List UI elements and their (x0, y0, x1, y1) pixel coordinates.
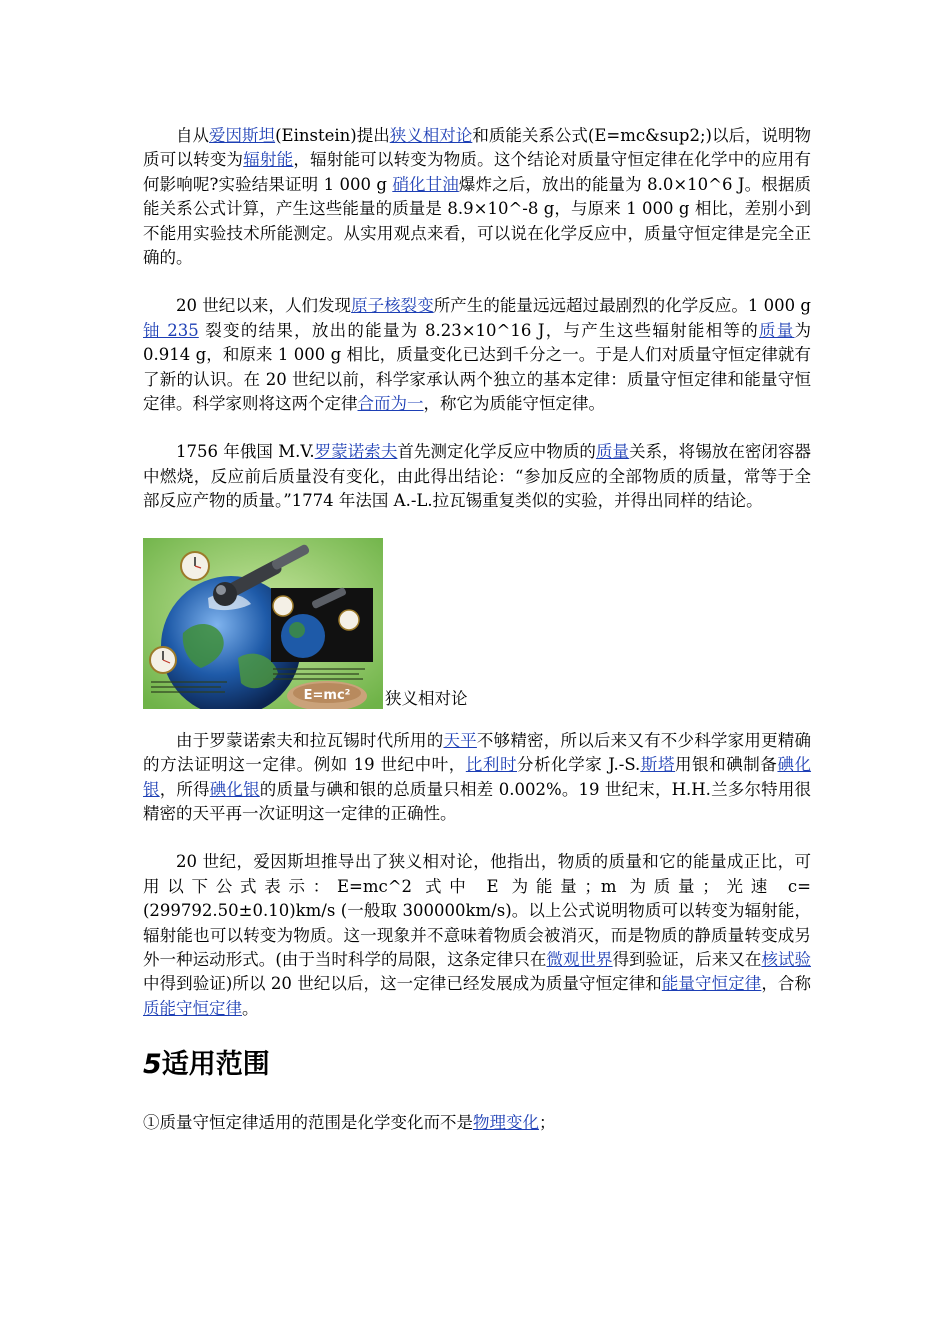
text: 关系，将锡放在密闭容器中燃烧，反应前后质量没有变化，由此得出结论：“参加反应的全部物质的质量，常等于全部反应产物的质量。”1774 年法国 A.-L.拉瓦锡重复类似的实验，并得出同样的结论。 (143, 442, 812, 511)
link-energy-conservation[interactable]: 能量守恒定律 (661, 974, 762, 994)
document-page (143, 124, 811, 1135)
text: 的质量与碘和银的总质量只相差 0.002%。19 世纪末，H.H.兰多尔特用很精密的天平再一次证明这一定律的正确性。 (143, 779, 812, 823)
link-belgium[interactable]: 比利时 (465, 755, 518, 775)
link-uranium-235[interactable]: 铀 235 (143, 320, 199, 340)
link-einstein[interactable]: 爱因斯坦 (209, 126, 276, 145)
link-balance[interactable]: 天平 (443, 730, 477, 750)
figure-row (143, 538, 811, 709)
link-mass-energy-conservation[interactable]: 质能守恒定律 (143, 998, 242, 1018)
paragraph-lavoisier-balance (143, 729, 811, 827)
section-heading (143, 1045, 811, 1085)
text: 所产生的能量远远超过最剧烈的化学反应。1 000 g (433, 296, 811, 316)
link-silver-iodide-2[interactable]: 碘化银 (209, 779, 260, 799)
link-silver-iodide-1[interactable]: 碘化银 (143, 755, 812, 799)
text: ，合称 (761, 974, 811, 994)
text: 。 (242, 998, 259, 1018)
relativity-illustration (143, 538, 383, 709)
text: (Einstein)提出 (275, 126, 390, 145)
text: 自从 (176, 126, 210, 145)
link-stas[interactable]: 斯塔 (640, 755, 676, 775)
text: 爆炸之后，放出的能量为 8.0×10^6 J。根据质能关系公式计算，产生这些能量的质量是 8.9×10^-8 g，与原来 1 000 g 相比，差别小到不能用实验技术所能测定。从实用观点来看，可以说在化学反应中，质量守恒定律是完全正确的。 (143, 174, 811, 268)
text: ，称它为质能守恒定律。 (423, 394, 605, 414)
link-special-relativity[interactable]: 狭义相对论 (389, 126, 473, 145)
link-mass[interactable]: 质量 (758, 320, 795, 340)
text: 为 0.914 g，和原来 1 000 g 相比，质量变化已达到千分之一。于是人们对质量守恒定律就有了新的认识。在 20 世纪以前，科学家承认两个独立的基本定律：质量守恒定律和能量守恒定律。科学家则将这两个定律 (143, 320, 812, 414)
link-nuclear-test[interactable]: 核试验 (761, 949, 812, 969)
link-lomonosov[interactable]: 罗蒙诺索夫 (314, 442, 398, 462)
text: 20 世纪，爱因斯坦推导出了狭义相对论，他指出，物质的质量和它的能量成正比，可用以下公式表示：E=mc^2 式中 E 为能量；m 为质量；光速 c=(299792.50±0.10)km/s (一般取 300000km/s)。以上公式说明物质可以转变为辐射能，辐射能也可以转变为物质。这一现象并不意味着物质会被消灭，而是物质的静质量转变成另外一种运动形式。(由于当时科学的局限，这条定律只在 (143, 852, 811, 969)
text: 分析化学家 J.-S. (517, 755, 641, 775)
text: 和质能关系公式(E=mc&sup2;)以后，说明物质可以转变为 (143, 126, 812, 170)
text: 1756 年俄国 M.V. (176, 442, 315, 462)
text: 由于罗蒙诺索夫和拉瓦锡时代所用的 (176, 730, 444, 750)
text: 得到验证，后来又在 (612, 949, 762, 969)
text: ； (539, 1113, 556, 1133)
paragraph-einstein-mass-energy (143, 124, 811, 270)
section-title: 适用范围 (161, 1049, 270, 1081)
link-nuclear-fission[interactable]: 原子核裂变 (351, 296, 434, 316)
text: 不够精密，所以后来又有不少科学家用更精确的方法证明这一定律。例如 19 世纪中叶， (143, 730, 812, 775)
figure-formula: E=mc² (303, 687, 351, 703)
link-nitroglycerin[interactable]: 硝化甘油 (392, 174, 459, 194)
paragraph-nuclear-fission (143, 294, 811, 416)
link-combine-into-one[interactable]: 合而为一 (357, 394, 424, 414)
text: 裂变的结果，放出的能量为 8.23×10^16 J，与产生这些辐射能相等的 (198, 320, 759, 340)
text: ，辐射能可以转变为物质。这个结论对质量守恒定律在化学中的应用有何影响呢?实验结果证明 1 000 g (143, 150, 812, 194)
paragraph-lomonosov (143, 440, 811, 513)
section-number: 5 (143, 1049, 162, 1081)
text: 用银和碘制备 (675, 755, 778, 775)
link-microscopic-world[interactable]: 微观世界 (546, 949, 613, 969)
text: 首先测定化学反应中物质的 (397, 442, 596, 462)
text: ，所得 (159, 779, 210, 799)
text: 20 世纪以来，人们发现 (176, 296, 352, 316)
text: ①质量守恒定律适用的范围是化学变化而不是 (143, 1113, 473, 1133)
link-physical-change[interactable]: 物理变化 (473, 1113, 539, 1133)
text: 中得到验证)所以 20 世纪以后，这一定律已经发展成为质量守恒定律和 (143, 974, 662, 994)
list-item (143, 1111, 811, 1135)
link-radiant-energy[interactable]: 辐射能 (243, 150, 294, 170)
figure-caption: 狭义相对论 (385, 688, 468, 708)
paragraph-einstein-relativity (143, 850, 811, 1021)
link-mass-relation[interactable]: 质量 (595, 442, 630, 462)
